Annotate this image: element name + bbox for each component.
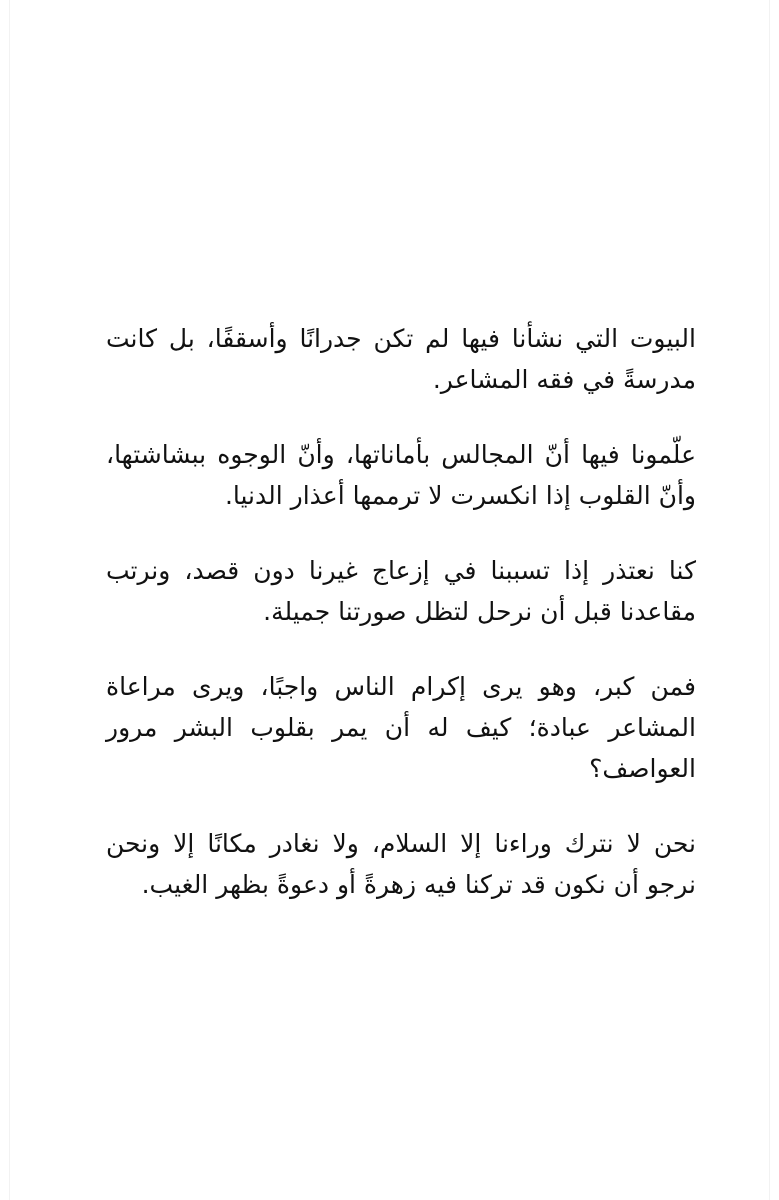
paragraph-5: نحن لا نترك وراءنا إلا السلام، ولا نغادر مكانًا إلا ونحن نرجو أن نكون قد تركنا فيه زهرةً أو دعوةً بظهر الغيب.: [106, 829, 696, 899]
document-page: [10, 0, 769, 1200]
paragraph-2: علّمونا فيها أنّ المجالس بأماناتها، وأنّ الوجوه ببشاشتها، وأنّ القلوب إذا انكسرت لا ترممها أعذار الدنيا.: [106, 440, 696, 510]
paragraph-4: فمن كبر، وهو يرى إكرام الناس واجبًا، ويرى مراعاة المشاعر عبادة؛ كيف له أن يمر بقلوب البشر مرور العواصف؟: [106, 672, 696, 783]
document-body: [106, 318, 696, 939]
paragraph-3: كنا نعتذر إذا تسببنا في إزعاج غيرنا دون قصد، ونرتب مقاعدنا قبل أن نرحل لتظل صورتنا جميلة.: [106, 556, 696, 626]
paragraph-1: البيوت التي نشأنا فيها لم تكن جدرانًا وأسقفًا، بل كانت مدرسةً في فقه المشاعر.: [106, 324, 696, 394]
